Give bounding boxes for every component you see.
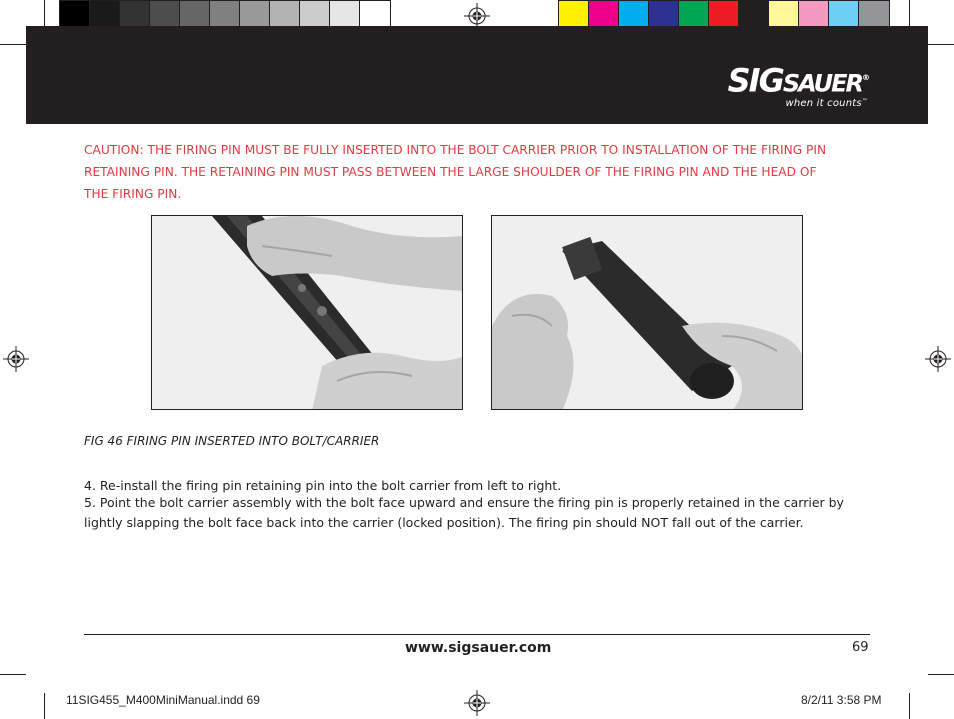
figure-caption: FIG 46 FIRING PIN INSERTED INTO BOLT/CARRIER [84, 434, 380, 448]
instruction-step-4: 4. Re-install the firing pin retaining pin into the bolt carrier from left to right. [84, 478, 562, 493]
page-number: 69 [852, 640, 869, 655]
registration-mark-icon [464, 690, 490, 716]
caution-line: RETAINING PIN. THE RETAINING PIN MUST PASS BETWEEN THE LARGE SHOULDER OF THE FIRING PIN AND THE HEAD OF [84, 165, 817, 179]
caution-line: THE FIRING PIN. [84, 187, 182, 201]
logo-registered-mark: ® [862, 73, 868, 82]
caution-notice [84, 139, 884, 205]
figure-photo-right [491, 215, 803, 410]
instruction-step-5 [84, 493, 884, 533]
caution-line: CAUTION: THE FIRING PIN MUST BE FULLY INSERTED INTO THE BOLT CARRIER PRIOR TO INSTALLATION OF THE FIRING PIN [84, 143, 827, 157]
footer-divider [84, 634, 870, 635]
crop-mark [909, 0, 910, 26]
crop-mark [44, 693, 45, 719]
registration-mark-icon [925, 346, 951, 372]
crop-mark [0, 44, 26, 45]
bolt-carrier-retaining-pin-image [492, 216, 803, 410]
logo-trademark: ™ [861, 97, 868, 105]
slug-file-name: 11SIG455_M400MiniManual.indd 69 [66, 693, 260, 707]
sig-sauer-logo [728, 62, 868, 109]
crop-mark [909, 693, 910, 719]
logo-word-sig: SIG [727, 61, 783, 100]
header-band [26, 26, 928, 124]
bolt-carrier-insertion-image [152, 216, 463, 410]
instruction-line: lightly slapping the bolt face back into the carrier (locked position). The firing pin should NOT fall out of the carrier. [84, 515, 804, 530]
crop-mark [928, 674, 954, 675]
crop-mark [0, 674, 26, 675]
slug-date-time: 8/2/11 3:58 PM [801, 693, 882, 707]
instruction-line: 5. Point the bolt carrier assembly with the bolt face upward and ensure the firing pin is properly retained in the carrier by [84, 495, 844, 510]
logo-word-sauer: SAUER [782, 69, 862, 98]
logo-tagline: when it counts [785, 97, 862, 109]
registration-mark-icon [3, 346, 29, 372]
footer-url-link[interactable]: www.sigsauer.com [405, 640, 552, 656]
figure-photo-left [151, 215, 463, 410]
crop-mark [44, 0, 45, 26]
crop-mark [928, 44, 954, 45]
